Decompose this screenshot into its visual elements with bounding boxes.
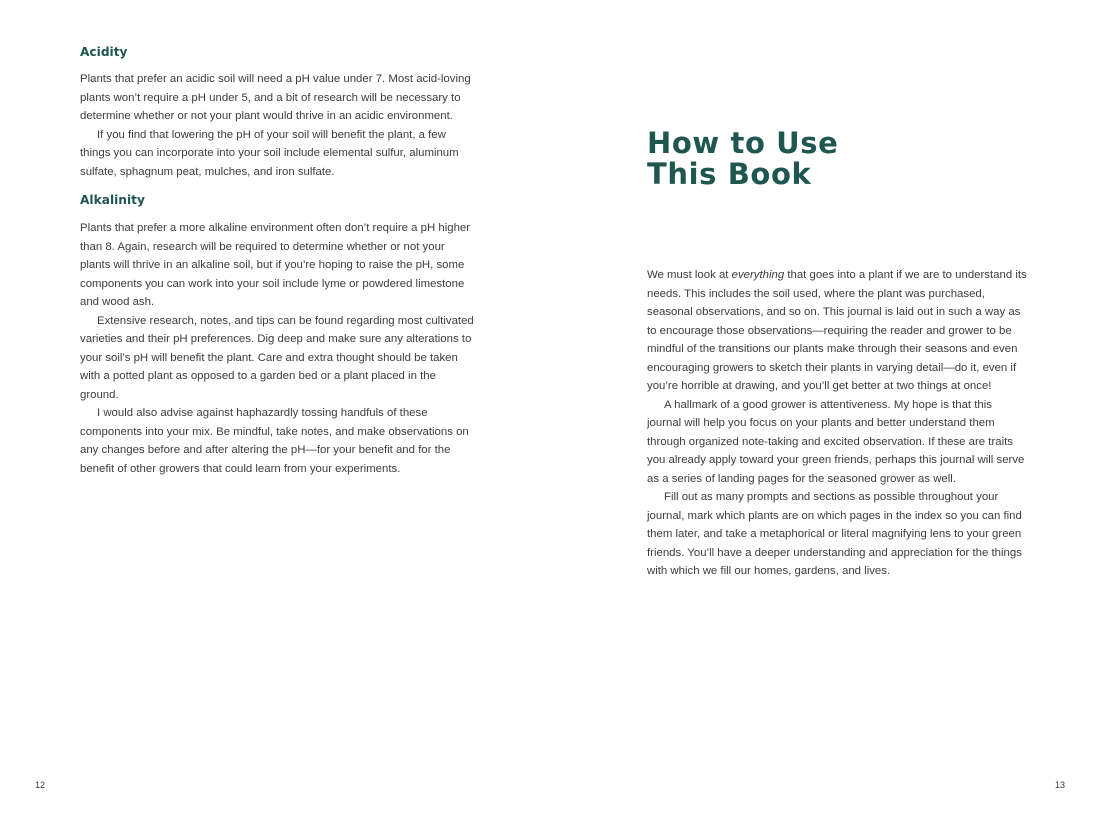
alkalinity-paragraph-3: I would also advise against haphazardly tossing handfuls of these components into your mix. Be mindful, take notes, and make observations on any changes before and after altering the pH—for your benefit and for the benefit of other growers that could learn from your experiments. <box>80 407 469 475</box>
intro-paragraph-1 <box>647 266 1027 396</box>
chapter-title <box>647 128 838 190</box>
intro-paragraph-1-end: that goes into a plant if we are to understand its needs. This includes the soil used, where the plant was purchased, seasonal observations, and so on. This journal is laid out in such a way as to encourage those observations—requiring the reader and grower to be mindful of the transitions our plants make through their seasons and even encouraging growers to sketch their plants in varying detail—do it, even if you’re horrible at drawing, and you’ll get better at two things at once! <box>647 269 1027 392</box>
right-text-column <box>647 266 1027 581</box>
acidity-paragraph-1: Plants that prefer an acidic soil will need a pH value under 7. Most acid-loving plants won’t require a pH under 5, and a bit of research will be necessary to determine whether or not your plant would thrive in an acidic environment. <box>80 73 471 122</box>
intro-paragraph-3: Fill out as many prompts and sections as possible throughout your journal, mark which plants are on which pages in the index so you can find them later, and take a metaphorical or literal magnifying lens to your green friends. You’ll have a deeper understanding and appreciation for the things with which we fill our homes, gardens, and lives. <box>647 491 1022 577</box>
right-page <box>550 0 1100 825</box>
intro-paragraph-2: A hallmark of a good grower is attentiveness. My hope is that this journal will help you focus on your plants and better understand them through organized note-taking and excited observation. If these are traits you already apply toward your green friends, perhaps this journal will serve as a series of landing pages for the seasoned grower as well. <box>647 398 1025 485</box>
alkalinity-paragraph-2: Extensive research, notes, and tips can be found regarding most cultivated varieties and their pH preferences. Dig deep and make sure any alterations to your soil’s pH will benefit the plant. Care and extra thought should be taken with a potted plant as opposed to a garden bed or a plant placed in the ground. <box>80 314 474 401</box>
page-number-right: 13 <box>1054 780 1065 790</box>
acidity-heading: Acidity <box>80 45 128 59</box>
acidity-paragraph-2: If you find that lowering the pH of your soil will benefit the plant, a few things you can incorporate into your soil include elemental sulfur, aluminum sulfate, sphagnum peat, mulches, and iron sulfate. <box>80 128 459 178</box>
intro-emphasis: everything <box>731 269 785 281</box>
left-text-column <box>80 43 475 478</box>
chapter-title-line-2: This Book <box>647 157 812 191</box>
alkalinity-heading: Alkalinity <box>80 193 145 207</box>
chapter-title-line-1: How to Use <box>647 126 839 160</box>
intro-paragraph-1-start: We must look at <box>647 269 732 281</box>
alkalinity-paragraph-1: Plants that prefer a more alkaline environment often don’t require a pH higher than 8. Again, research will be required to determine whether or not your plants will thrive in an alkaline soil, but if you’re hoping to raise the pH, some components you can work into your soil include lyme or powdered limestone and wood ash. <box>80 222 471 308</box>
page-number-left: 12 <box>35 780 46 790</box>
